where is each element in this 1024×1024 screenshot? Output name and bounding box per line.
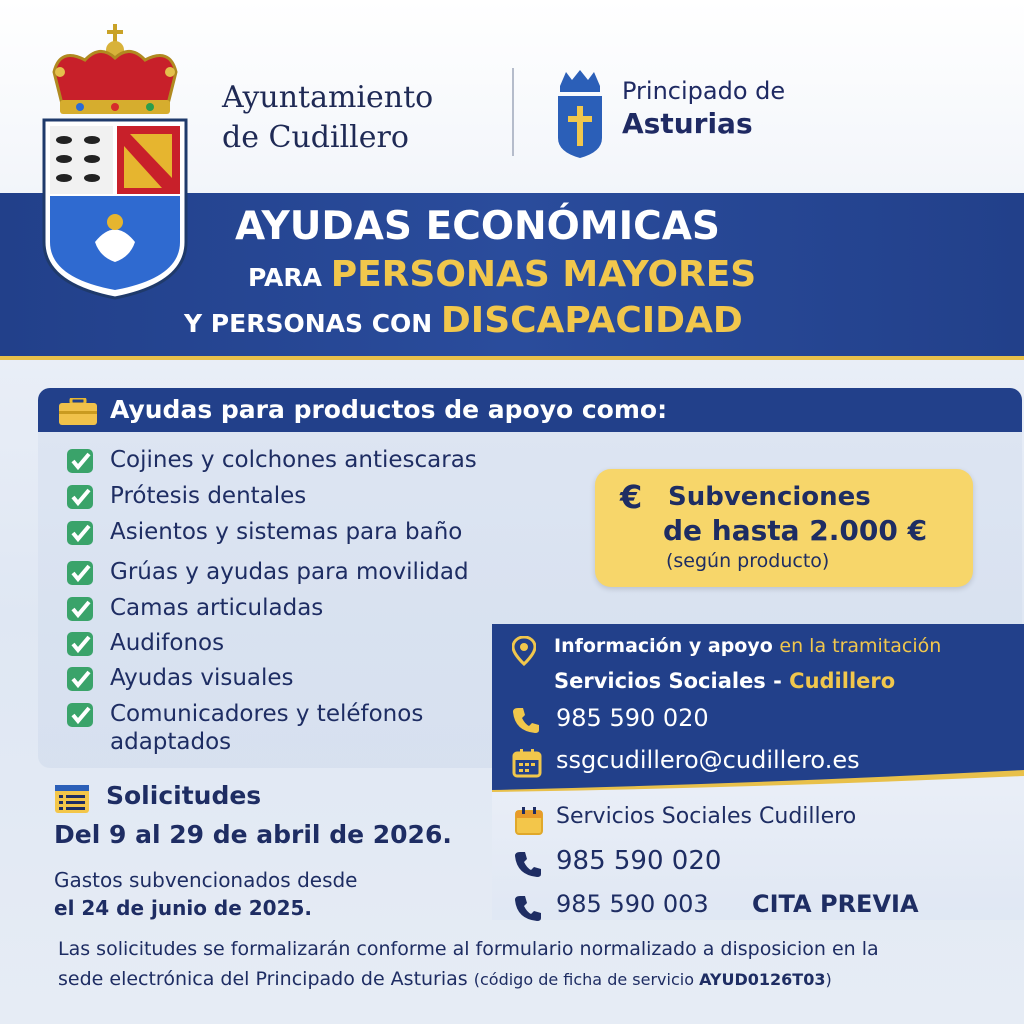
euro-icon: € <box>620 478 643 516</box>
list-item-label: Grúas y ayudas para movilidad <box>110 559 469 585</box>
banner-line2-highlight: PERSONAS MAYORES <box>330 254 757 295</box>
ayuntamiento-line2: de Cudillero <box>222 120 409 155</box>
check-icon <box>66 520 96 546</box>
footer-line1: Las solicitudes se formalizarán conforme al formulario normalizado a disposicion en la <box>58 938 879 960</box>
list-item-label: Ayudas visuales <box>110 665 294 691</box>
solicitudes-title: Solicitudes <box>106 781 262 810</box>
list-item-label: Camas articuladas <box>110 595 324 621</box>
calendar-icon <box>512 748 542 778</box>
info-line2-yellow: Cudillero <box>789 669 896 693</box>
services-phone1: 985 590 020 <box>556 846 722 876</box>
phone-icon <box>512 706 540 734</box>
banner-gold-line <box>0 356 1024 360</box>
check-icon <box>66 560 96 586</box>
check-icon <box>66 702 96 728</box>
list-item-label: Audifonos <box>110 630 225 656</box>
header-divider <box>512 68 514 156</box>
check-icon <box>66 666 96 692</box>
info-email: ssgcudillero@cudillero.es <box>556 746 860 774</box>
list-item-label: Asientos y sistemas para baño <box>110 519 463 545</box>
list-item-label: Prótesis dentales <box>110 483 307 509</box>
list-item-label: Comunicadores y teléfonos <box>110 701 424 727</box>
gastos-line1: Gastos subvencionados desde <box>54 868 358 892</box>
services-phone2: 985 590 003 <box>556 890 709 918</box>
service-code: AYUD0126T03 <box>699 970 826 989</box>
check-icon <box>66 596 96 622</box>
footer-line2-c: ) <box>825 970 832 989</box>
check-icon <box>66 631 96 657</box>
banner-title: AYUDAS ECONÓMICAS <box>235 204 721 249</box>
banner-line2 <box>248 254 756 295</box>
gastos-note <box>54 866 358 922</box>
info-line1-yellow: en la tramitación <box>779 635 942 657</box>
calendar-icon <box>514 806 544 836</box>
subsidy-note: (según producto) <box>666 550 830 572</box>
banner-line3 <box>184 300 743 341</box>
footer-line2 <box>58 964 1008 995</box>
solicitudes-dates: Del 9 al 29 de abril de 2026. <box>54 820 452 849</box>
phone-icon <box>514 850 542 878</box>
footer-line2-a: sede electrónica del Principado de Asturias <box>58 968 474 990</box>
principado-name <box>622 76 922 142</box>
subsidy-line1: Subvenciones <box>668 482 871 512</box>
list-item-label-line2: adaptados <box>110 729 232 755</box>
form-list-icon <box>54 784 90 814</box>
check-icon <box>66 484 96 510</box>
info-line1-white: Información y apoyo <box>554 635 780 657</box>
cita-previa-label: CITA PREVIA <box>752 890 919 918</box>
principado-line1: Principado de <box>622 77 786 105</box>
banner-line3-prefix: Y PERSONAS CON <box>184 309 441 338</box>
briefcase-icon <box>58 398 98 426</box>
cudillero-coat-of-arms-icon <box>40 22 190 307</box>
info-line2 <box>554 666 895 696</box>
services-name: Servicios Sociales Cudillero <box>556 804 857 829</box>
footer-note <box>58 934 1008 995</box>
principado-line2: Asturias <box>622 107 753 140</box>
ayuntamiento-line1: Ayuntamiento <box>222 80 434 115</box>
footer-line2-b: (código de ficha de servicio <box>473 970 700 989</box>
gastos-line2: el 24 de junio de 2025. <box>54 896 313 920</box>
products-title: Ayudas para productos de apoyo como: <box>110 395 668 424</box>
subsidy-amount: de hasta 2.000 € <box>663 514 928 547</box>
banner-line3-highlight: DISCAPACIDAD <box>440 300 743 341</box>
banner-line2-prefix: PARA <box>248 263 331 292</box>
info-phone: 985 590 020 <box>556 704 709 732</box>
ayuntamiento-name <box>222 78 482 158</box>
info-line2-white: Servicios Sociales - <box>554 669 790 693</box>
info-line1 <box>554 632 941 660</box>
location-pin-icon <box>512 636 536 666</box>
check-icon <box>66 448 96 474</box>
phone-icon <box>514 894 542 922</box>
asturias-crest-icon <box>556 68 604 158</box>
list-item-label: Cojines y colchones antiescaras <box>110 447 477 473</box>
